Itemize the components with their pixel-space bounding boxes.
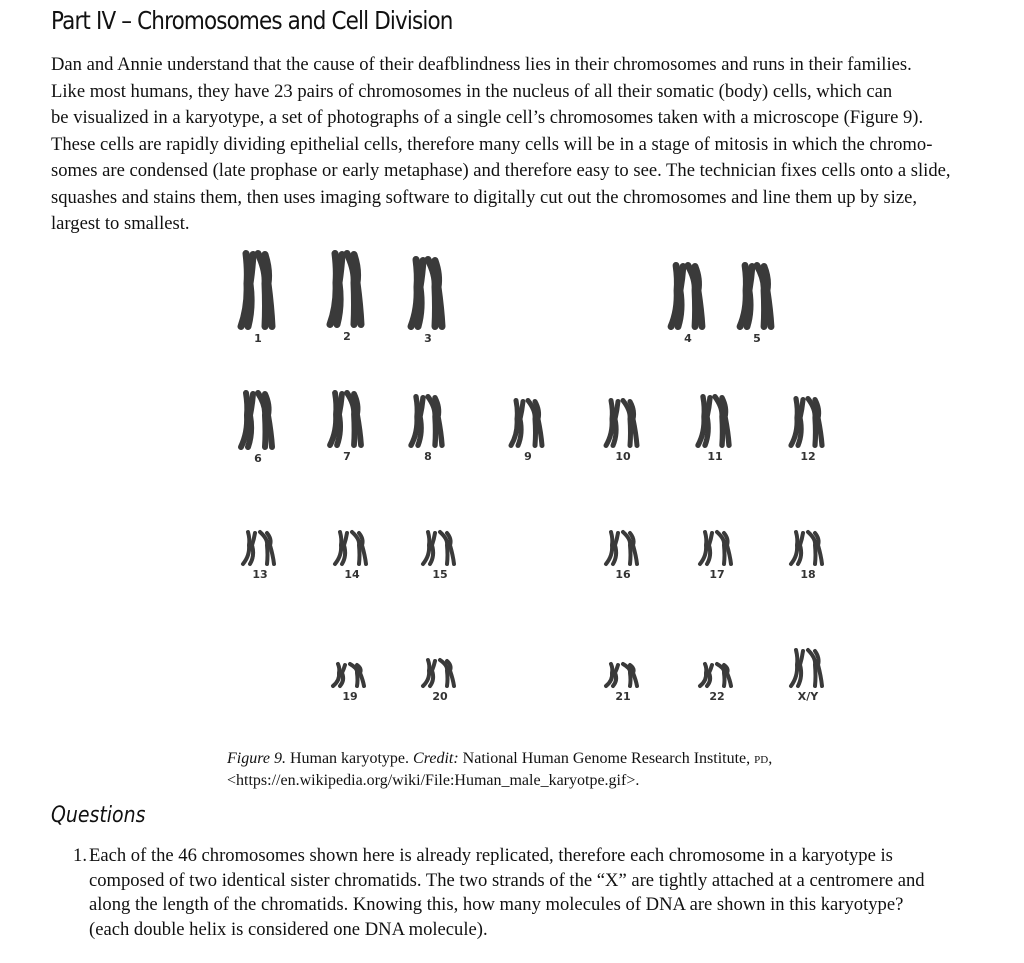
chromosome-number-label: 18 — [800, 568, 816, 581]
chromosome-number-label: 9 — [524, 450, 532, 463]
chromosome-number-label: 14 — [344, 568, 360, 581]
chromosome-pair-image — [780, 396, 836, 448]
caption-line-1 — [227, 748, 772, 770]
chromosome-pair-image — [232, 530, 288, 566]
chromosome-pair-6 — [223, 390, 293, 465]
question-line: composed of two identical sister chromatids. The two strands of the “X” are tightly attached at a centromere and — [89, 869, 925, 891]
chromosome-pair-8 — [393, 394, 463, 463]
chromosome-pair-2 — [312, 250, 382, 343]
caption-text: Human karyotype. — [285, 750, 414, 767]
chromosome-pair-image — [400, 394, 456, 448]
chromosome-number-label: X/Y — [797, 690, 819, 703]
chromosome-pair-22 — [682, 662, 752, 703]
chromosome-number-label: 7 — [343, 450, 351, 463]
chromosome-pair-image — [595, 530, 651, 566]
intro-line: Dan and Annie understand that the cause of their deafblindness lies in their chromosomes and runs in their families. — [51, 54, 912, 75]
chromosome-number-label: 13 — [252, 568, 268, 581]
chromosome-pair-image — [780, 648, 836, 688]
chromosome-number-label: 10 — [615, 450, 631, 463]
chromosome-number-label: 6 — [254, 452, 262, 465]
chromosome-number-label: 21 — [615, 690, 631, 703]
chromosome-pair-20 — [405, 658, 475, 703]
chromosome-pair-image — [400, 256, 456, 330]
chromosome-number-label: 20 — [432, 690, 448, 703]
chromosome-pair-19 — [315, 662, 385, 703]
chromosome-pair-7 — [312, 390, 382, 463]
chromosome-pair-image — [412, 658, 468, 688]
caption-comma: , — [768, 750, 773, 767]
chromosome-pair-image — [412, 530, 468, 566]
section-title: Part IV – Chromosomes and Cell Division — [51, 6, 453, 35]
chromosome-pair-15 — [405, 530, 475, 581]
question-number: 1. — [73, 845, 87, 866]
intro-line: squashes and stains them, then uses imaging software to digitally cut out the chromosomes and line them up by size, — [51, 186, 917, 208]
karyotype-figure — [190, 242, 870, 722]
credit-label: Credit: — [413, 750, 459, 767]
chromosome-pair-image — [322, 662, 378, 688]
chromosome-pair-10 — [588, 398, 658, 463]
chromosome-pair-image — [689, 662, 745, 688]
chromosome-pair-image — [687, 394, 743, 448]
chromosome-pair-image — [500, 398, 556, 448]
license-label: pd — [754, 751, 769, 767]
chromosome-number-label: 19 — [342, 690, 358, 703]
intro-line: somes are condensed (late prophase or early metaphase) and therefore easy to see. The technician fixes cells onto a slide, — [51, 160, 951, 181]
figure-label: Figure 9. — [227, 750, 286, 767]
question-item — [51, 844, 925, 942]
intro-paragraph — [51, 52, 1024, 238]
chromosome-pair-14 — [317, 530, 387, 581]
chromosome-pair-18 — [773, 530, 843, 581]
chromosome-pair-image — [319, 390, 375, 448]
intro-line: be visualized in a karyotype, a set of photographs of a single cell’s chromosomes taken with a microscope (Figure 9). — [51, 107, 924, 128]
caption-source: National Human Genome Research Institute, — [458, 750, 755, 767]
chromosome-number-label: 3 — [424, 332, 432, 345]
chromosome-pair-image — [230, 390, 286, 450]
chromosome-pair-3 — [393, 256, 463, 345]
chromosome-number-label: 22 — [709, 690, 725, 703]
intro-line: These cells are rapidly dividing epithelial cells, therefore many cells will be in a stage of mitosis in which the chromo- — [51, 133, 933, 155]
figure-caption — [227, 748, 772, 791]
chromosome-pair-image — [319, 250, 375, 328]
question-line: along the length of the chromatids. Knowing this, how many molecules of DNA are shown in this karyotype? — [89, 894, 904, 915]
chromosome-pair-11 — [680, 394, 750, 463]
chromosome-number-label: 8 — [424, 450, 432, 463]
chromosome-number-label: 12 — [800, 450, 816, 463]
chromosome-pair-5 — [722, 262, 792, 345]
chromosome-pair-image — [595, 398, 651, 448]
chromosome-pair-image — [230, 250, 286, 330]
chromosome-pair-9 — [493, 398, 563, 463]
chromosome-pair-17 — [682, 530, 752, 581]
chromosome-pair-image — [324, 530, 380, 566]
chromosome-number-label: 4 — [684, 332, 692, 345]
chromosome-number-label: 15 — [432, 568, 448, 581]
question-line: Each of the 46 chromosomes shown here is already replicated, therefore each chromosome in a karyotype is — [89, 845, 893, 866]
intro-line: largest to smallest. — [51, 213, 190, 234]
caption-url: <https://en.wikipedia.org/wiki/File:Human_male_karyotpe.gif>. — [227, 772, 640, 789]
chromosome-pair-image — [729, 262, 785, 330]
chromosome-number-label: 1 — [254, 332, 262, 345]
chromosome-pair-16 — [588, 530, 658, 581]
chromosome-number-label: 16 — [615, 568, 631, 581]
chromosome-pair-21 — [588, 662, 658, 703]
chromosome-pair-12 — [773, 396, 843, 463]
chromosome-pair-image — [780, 530, 836, 566]
chromosome-pair-4 — [653, 262, 723, 345]
chromosome-pair-1 — [223, 250, 293, 345]
chromosome-number-label: 2 — [343, 330, 351, 343]
chromosome-number-label: 11 — [707, 450, 723, 463]
chromosome-pair-x-y — [773, 648, 843, 703]
chromosome-pair-image — [660, 262, 716, 330]
chromosome-pair-image — [689, 530, 745, 566]
questions-heading: Questions — [51, 803, 146, 828]
chromosome-number-label: 5 — [753, 332, 761, 345]
question-line: (each double helix is considered one DNA molecule). — [89, 918, 488, 940]
intro-line: Like most humans, they have 23 pairs of chromosomes in the nucleus of all their somatic (body) cells, which can — [51, 80, 893, 102]
chromosome-pair-13 — [225, 530, 295, 581]
chromosome-pair-image — [595, 662, 651, 688]
chromosome-number-label: 17 — [709, 568, 725, 581]
